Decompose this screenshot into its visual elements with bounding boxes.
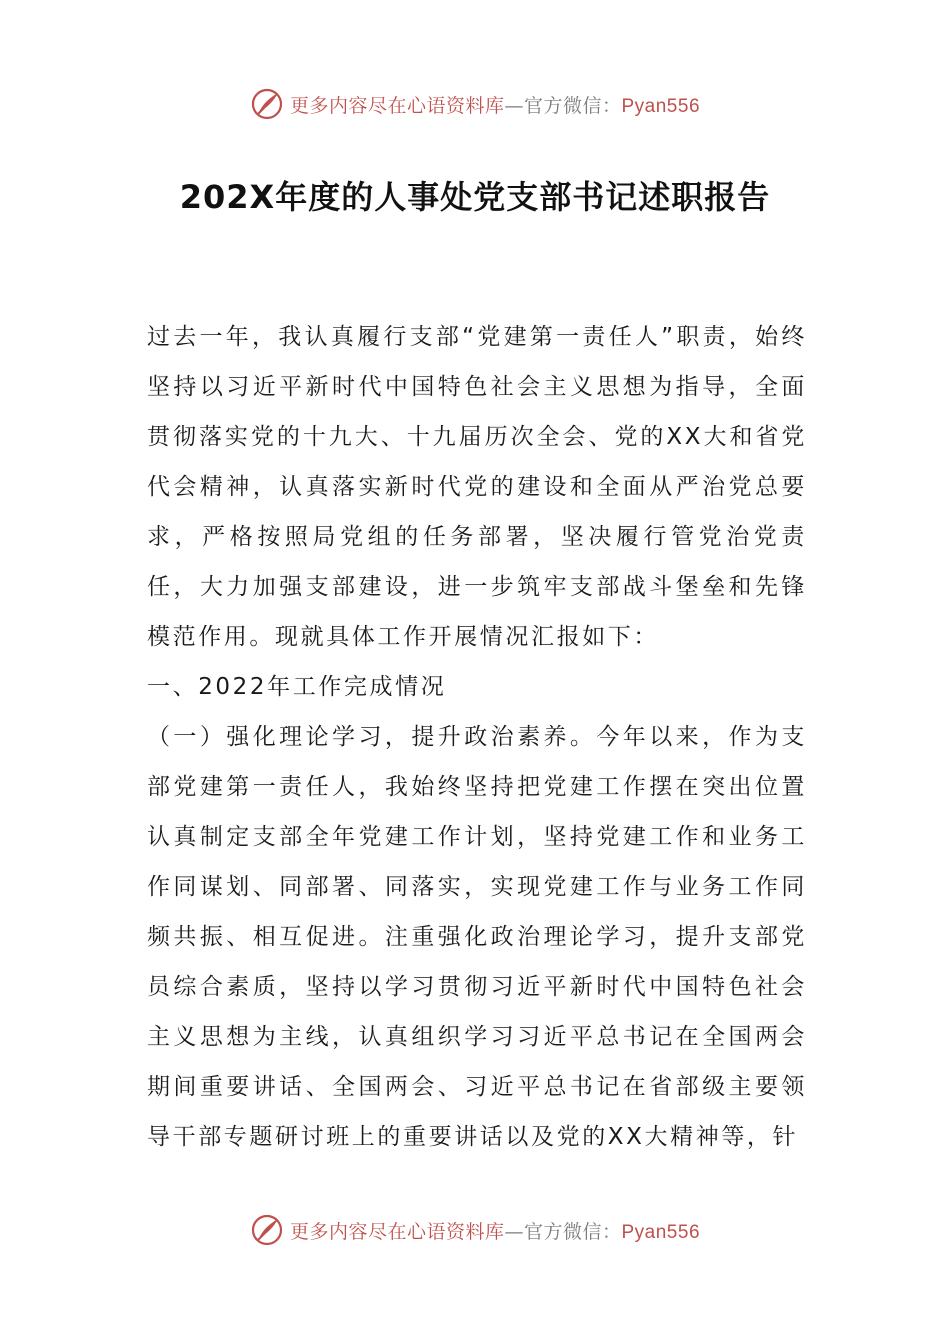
banner-wechat-label: —官方微信： [504, 1220, 622, 1243]
quill-logo-icon [250, 87, 284, 121]
banner-text [290, 91, 700, 118]
banner-wechat-id: Pyan556 [621, 95, 701, 117]
document-title: 202X年度的人事处党支部书记述职报告 [179, 178, 771, 216]
banner-slogan: 更多内容尽在心语资料库 [289, 1220, 505, 1243]
section-heading: 一、2022年工作完成情况 [147, 674, 447, 700]
quill-logo-icon [250, 1213, 284, 1247]
banner-wechat-label: —官方微信： [504, 94, 622, 117]
banner-text [290, 1217, 700, 1244]
footer-banner [0, 1210, 950, 1250]
paragraph-section-1: （一）强化理论学习，提升政治素养。今年以来，作为支部党建第一责任人，我始终坚持把党建工作摆在突出位置认真制定支部全年党建工作计划，坚持党建工作和业务工作同谋划、同部署、同落实，实现党建工作与业务工作同频共振、相互促进。注重强化政治理论学习，提升支部党员综合素质，坚持以学习贯彻习近平新时代中国特色社会主义思想为主线，认真组织学习习近平总书记在全国两会期间重要讲话、全国两会、习近平总书记在省部级主要领导干部专题研讨班上的重要讲话以及党的XX大精神等，针 [147, 724, 807, 1150]
banner-wechat-id: Pyan556 [621, 1221, 701, 1243]
banner-slogan: 更多内容尽在心语资料库 [289, 94, 505, 117]
header-banner [0, 84, 950, 124]
document-body [147, 312, 807, 1162]
paragraph-intro: 过去一年，我认真履行支部“党建第一责任人”职责，始终坚持以习近平新时代中国特色社会主义思想为指导，全面贯彻落实党的十九大、十九届历次全会、党的XX大和省党代会精神，认真落实新时代党的建设和全面从严治党总要求，严格按照局党组的任务部署，坚决履行管党治党责任，大力加强支部建设，进一步筑牢支部战斗堡垒和先锋模范作用。现就具体工作开展情况汇报如下： [147, 324, 807, 650]
